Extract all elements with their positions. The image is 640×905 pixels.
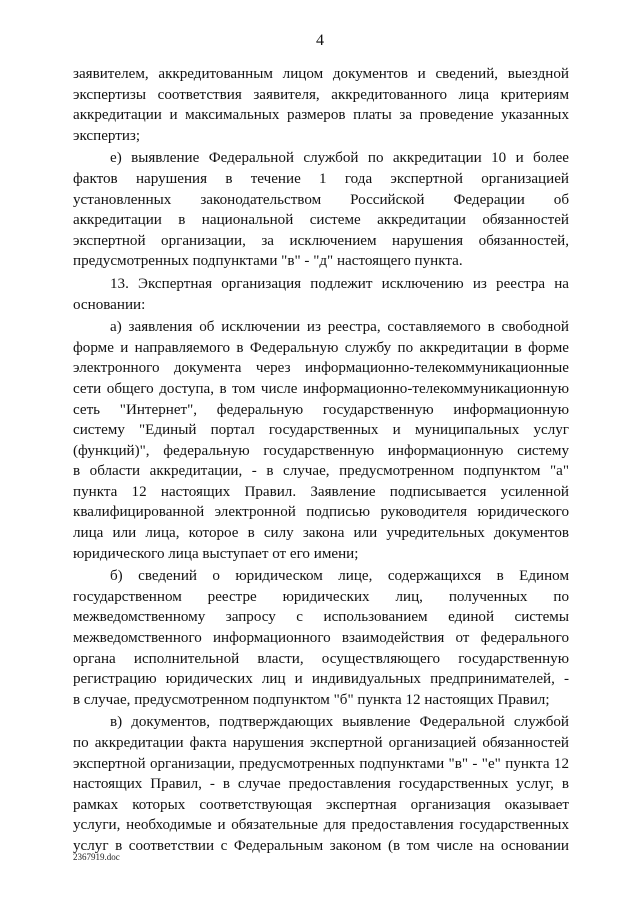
paragraph-item-b — [73, 566, 569, 710]
page-number: 4 — [316, 32, 324, 49]
text-line: сеть "Интернет", федеральную государственную информационную — [73, 401, 569, 418]
text-line: рамках которых соответствующая экспертная организация оказывает — [73, 796, 569, 813]
paragraph-item-a — [73, 317, 569, 564]
text-line: заявителем, аккредитованным лицом документов и сведений, выездной — [73, 66, 569, 82]
text-line: услуг в соответствии с Федеральным законом (в том числе на основании — [73, 837, 569, 854]
text-line: услуги, необходимые и обязательные для предоставления государственных — [73, 817, 569, 834]
text-line: органа исполнительной власти, осуществляющего государственную — [73, 650, 569, 667]
text-line: государственном реестре юридических лиц, полученных по — [73, 588, 569, 605]
text-line: в случае, предусмотренном подпунктом "б" пункта 12 настоящих Правил; — [73, 691, 550, 708]
paragraph-section-13 — [73, 274, 569, 315]
text-line: в области аккредитации, - в случае, предусмотренном подпунктом "а" — [73, 463, 569, 480]
text-line: аккредитации и максимальных размеров платы за проведение указанных — [73, 107, 569, 124]
document-body — [73, 64, 569, 859]
text-line: межведомственному запросу с использованием единой системы — [73, 609, 569, 626]
paragraph-item-v — [73, 712, 569, 856]
text-line: фактов нарушения в течение 1 года экспертной организацией — [73, 170, 569, 187]
text-line: аккредитации в национальной системе аккредитации обязанностей — [73, 212, 569, 229]
text-line: юридического лица выступает от его имени; — [73, 545, 359, 562]
paragraph-continuation — [73, 64, 569, 146]
text-line: (функций)", федеральную государственную информационную систему — [73, 442, 569, 459]
text-line: экспертиз; — [73, 127, 141, 144]
text-line: е) выявление Федеральной службой по аккредитации 10 и более — [110, 150, 569, 167]
text-line: межведомственного информационного взаимодействия от федерального — [73, 630, 569, 647]
text-line: 13. Экспертная организация подлежит исключению из реестра на — [110, 275, 569, 292]
text-line: по аккредитации факта нарушения экспертной организацией обязанностей — [73, 735, 569, 751]
text-line: основании: — [73, 296, 146, 313]
text-line: регистрацию юридических лиц и индивидуальных предпринимателей, - — [73, 671, 569, 688]
text-line: сети общего доступа, в том числе информационно-телекоммуникационную — [73, 380, 569, 397]
text-line: пункта 12 настоящих Правил. Заявление подписывается усиленной — [73, 483, 569, 500]
text-line: настоящих Правил, - в случае предоставления государственных услуг, в — [73, 776, 569, 793]
text-line: квалифицированной электронной подписью руководителя юридического — [73, 504, 569, 521]
document-file-code: 2367919.doc — [73, 852, 120, 862]
text-line: установленных законодательством Российской Федерации об — [73, 191, 569, 208]
text-line: экспертной организации, за исключением нарушения обязанностей, — [73, 232, 569, 249]
text-line: экспертизы соответствия заявителя, аккредитованного лица критериям — [73, 86, 569, 103]
text-line: систему "Единый портал государственных и муниципальных услуг — [73, 422, 569, 439]
text-line: в) документов, подтверждающих выявление Федеральной службой — [110, 714, 569, 731]
text-line: электронного документа через информационно-телекоммуникационные — [73, 360, 569, 377]
text-line: лица или лица, которое в силу закона или учредительных документов — [73, 525, 569, 542]
text-line: форме и направляемого в Федеральную службу по аккредитации в форме — [73, 339, 569, 356]
text-line: а) заявления об исключении из реестра, составляемого в свободной — [110, 319, 569, 336]
text-line: предусмотренных подпунктами "в" - "д" настоящего пункта. — [73, 253, 463, 270]
text-line: б) сведений о юридическом лице, содержащихся в Едином — [110, 568, 569, 585]
paragraph-item-e — [73, 148, 569, 272]
text-line: экспертной организации, предусмотренных подпунктами "в" - "е" пункта 12 — [73, 755, 569, 772]
